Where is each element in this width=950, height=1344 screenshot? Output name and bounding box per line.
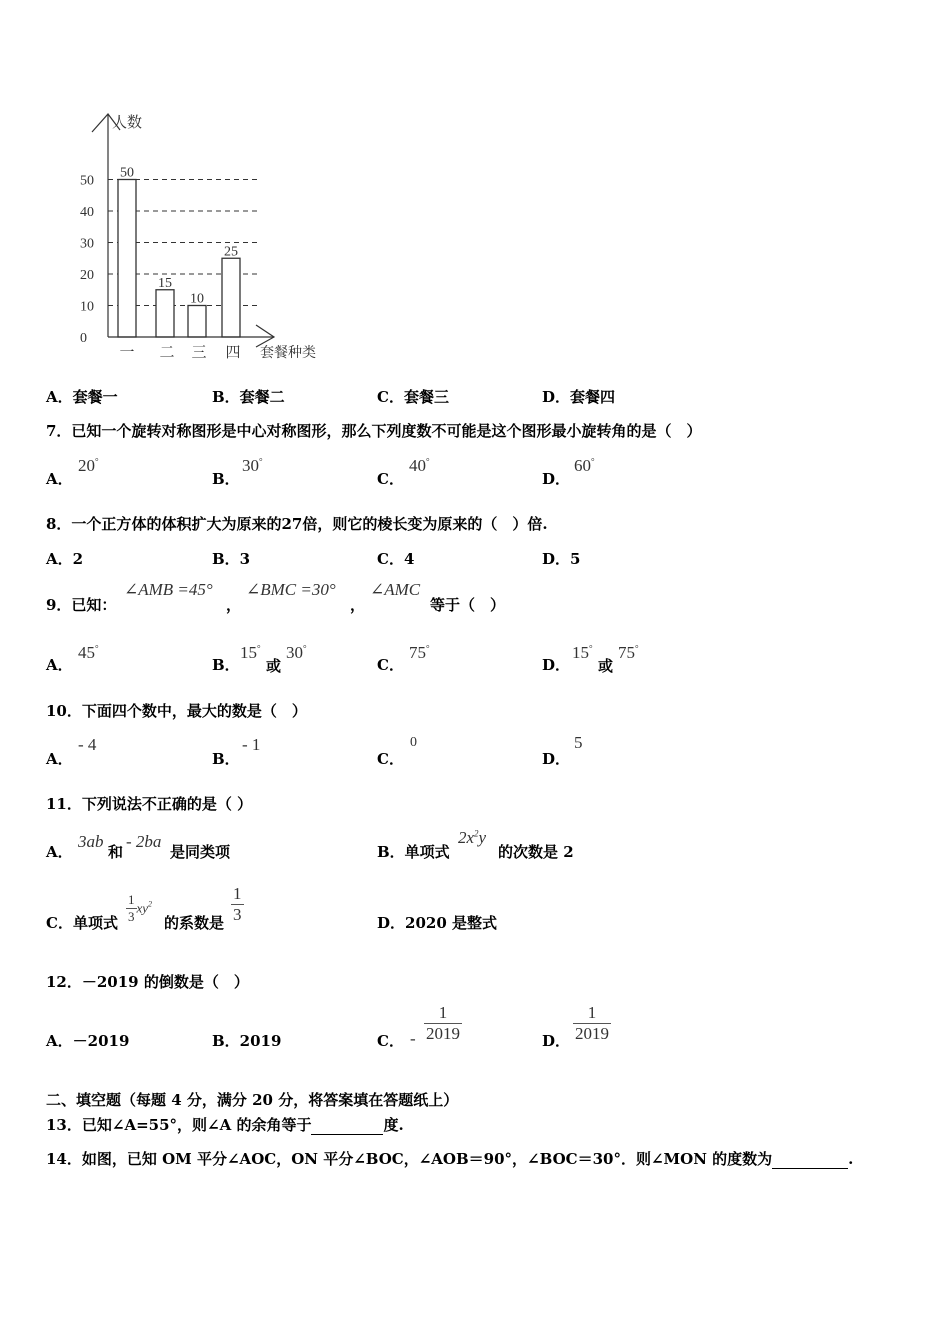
- q11-expr-2ba: - 2ba: [126, 832, 162, 851]
- q7-value-c: 40°: [409, 456, 430, 475]
- q12-d-fraction: $\frac{1}{2019}$: [575, 1003, 609, 1043]
- q9-value-a: 45°: [78, 643, 99, 662]
- q9-value-b2: 30°: [286, 643, 307, 662]
- section-title: 二、填空题（每题 4 分，满分 20 分，将答案填在答题纸上）: [46, 1091, 459, 1109]
- y-tick-50: 50: [80, 173, 94, 189]
- q11-expr-2x2y: $2x^2y$: [458, 828, 487, 847]
- y-tick-10: 10: [80, 299, 94, 315]
- q7-label-d: D．: [542, 470, 571, 488]
- x-axis-label: 套餐种类: [260, 346, 316, 361]
- q11-option-d: D．2020 是整式: [377, 914, 497, 932]
- bar-label-2: 15: [158, 275, 172, 291]
- q9-expr-bmc: ∠BMC =30°: [246, 580, 336, 599]
- bar-chart: [70, 100, 340, 370]
- q11-expr-3ab: 3ab: [78, 832, 104, 851]
- q7-label-c: C．: [377, 470, 404, 488]
- q9-prefix: 9．已知：: [46, 596, 117, 614]
- q9-expr-amc: ∠AMC: [370, 580, 421, 599]
- q7-label-b: B．: [212, 470, 240, 488]
- q14-answer-blank[interactable]: [772, 1150, 848, 1169]
- bar-value-labels: [120, 166, 238, 307]
- q6-option-a: A．套餐一: [46, 388, 118, 406]
- q11-frac-coef: [231, 884, 244, 925]
- fraction-one-third-large: $\frac{1}{3}$: [233, 884, 242, 924]
- q11-c-mid: 的系数是: [164, 914, 225, 932]
- q7-stem: 7．已知一个旋转对称图形是中心对称图形，那么下列度数不可能是这个图形最小旋转角的是（ ）: [46, 422, 702, 440]
- q12-option-b: B．2019: [212, 1032, 282, 1050]
- q7-value-a: 20°: [78, 456, 99, 475]
- q10-label-b: B．: [212, 750, 240, 768]
- bar-1: [118, 180, 136, 338]
- q7-label-a: A．: [46, 470, 73, 488]
- q10-stem: 10．下面四个数中，最大的数是（ ）: [46, 702, 307, 720]
- q10-value-b: - 1: [242, 735, 261, 754]
- x-tick-2: 二: [159, 345, 175, 361]
- q12-option-a: A．－2019: [46, 1032, 130, 1050]
- chart-bars: [118, 180, 240, 338]
- q10-value-d: 5: [574, 733, 583, 752]
- q12-c-fraction: $\frac{1}{2019}$: [426, 1003, 460, 1043]
- q12-label-d: D．: [542, 1032, 571, 1050]
- bar-label-1: 50: [120, 165, 134, 181]
- y-tick-labels: [80, 174, 94, 347]
- q8-option-c: C．4: [377, 550, 415, 568]
- x-tick-4: 四: [225, 345, 241, 361]
- q6-option-d: D．套餐四: [542, 388, 616, 406]
- q8-option-a: A．2: [46, 550, 84, 568]
- q8-option-b: B．3: [212, 550, 251, 568]
- q9-comma-1: ，: [226, 596, 242, 614]
- q11-label-c: C．单项式: [46, 914, 118, 932]
- q9-expr-amb: ∠AMB =45°: [124, 580, 213, 599]
- q9-label-a: A．: [46, 656, 73, 674]
- q9-comma-2: ，: [350, 596, 366, 614]
- q11-stem: 11．下列说法不正确的是（ ）: [46, 795, 253, 813]
- q8-option-d: D．5: [542, 550, 581, 568]
- q12-stem: 12．－2019 的倒数是（ ）: [46, 973, 249, 991]
- q12-c-sign: -: [410, 1029, 416, 1048]
- q10-value-c: 0: [410, 735, 417, 750]
- bar-2: [156, 290, 174, 337]
- x-axis-arrow: [256, 325, 274, 347]
- q12-label-c: C．: [377, 1032, 404, 1050]
- q13-answer-blank[interactable]: [311, 1116, 383, 1135]
- bar-3: [188, 306, 206, 338]
- q11-b-tail: 的次数是 2: [498, 843, 574, 861]
- q9-value-b1: 15°: [240, 643, 261, 662]
- q6-option-b: B．套餐二: [212, 388, 285, 406]
- q9-or-b: 或: [266, 657, 282, 675]
- y-axis-label: 人数: [112, 115, 143, 131]
- q11-expr-frac-xy2: $\frac{1}{3}$ $xy^2$: [128, 892, 153, 924]
- bar-label-4: 25: [224, 244, 238, 260]
- q9-label-b: B．: [212, 656, 240, 674]
- x-tick-3: 三: [191, 345, 207, 361]
- q6-option-c: C．套餐三: [377, 388, 449, 406]
- q9-or-d: 或: [598, 657, 614, 675]
- q10-label-c: C．: [377, 750, 404, 768]
- q9-suffix: 等于（ ）: [430, 596, 506, 614]
- q9-label-d: D．: [542, 656, 571, 674]
- q11-a-tail: 是同类项: [170, 843, 231, 861]
- q11-label-a: A．: [46, 843, 73, 861]
- bar-4: [222, 258, 240, 337]
- q9-value-c: 75°: [409, 643, 430, 662]
- q9-label-c: C．: [377, 656, 404, 674]
- x-tick-1: 一: [119, 345, 135, 361]
- q9-value-d2: 75°: [618, 643, 639, 662]
- q9-value-d1: 15°: [572, 643, 593, 662]
- x-tick-labels: [119, 344, 240, 361]
- q7-value-b: 30°: [242, 456, 263, 475]
- q10-label-a: A．: [46, 750, 73, 768]
- q10-label-d: D．: [542, 750, 571, 768]
- q13-text: 13．已知∠A=55°，则∠A 的余角等于 度.: [46, 1116, 404, 1134]
- q10-value-a: - 4: [78, 735, 97, 754]
- q11-and: 和: [108, 843, 124, 861]
- q8-stem: 8．一个正方体的体积扩大为原来的27倍，则它的棱长变为原来的（ ）倍.: [46, 515, 548, 533]
- q14-text: 14．如图，已知 OM 平分∠AOC，ON 平分∠BOC，∠AOB＝90°，∠BOC＝30°．则∠MON 的度数为 .: [46, 1150, 854, 1168]
- bar-label-3: 10: [190, 291, 204, 307]
- y-tick-20: 20: [80, 268, 94, 283]
- q11-label-b: B．单项式: [377, 843, 450, 861]
- y-tick-30: 30: [80, 236, 94, 252]
- fraction-one-third: $\frac{1}{3}$: [128, 892, 135, 924]
- y-tick-40: 40: [80, 205, 94, 220]
- y-tick-0: 0: [80, 331, 87, 346]
- q7-value-d: 60°: [574, 456, 595, 475]
